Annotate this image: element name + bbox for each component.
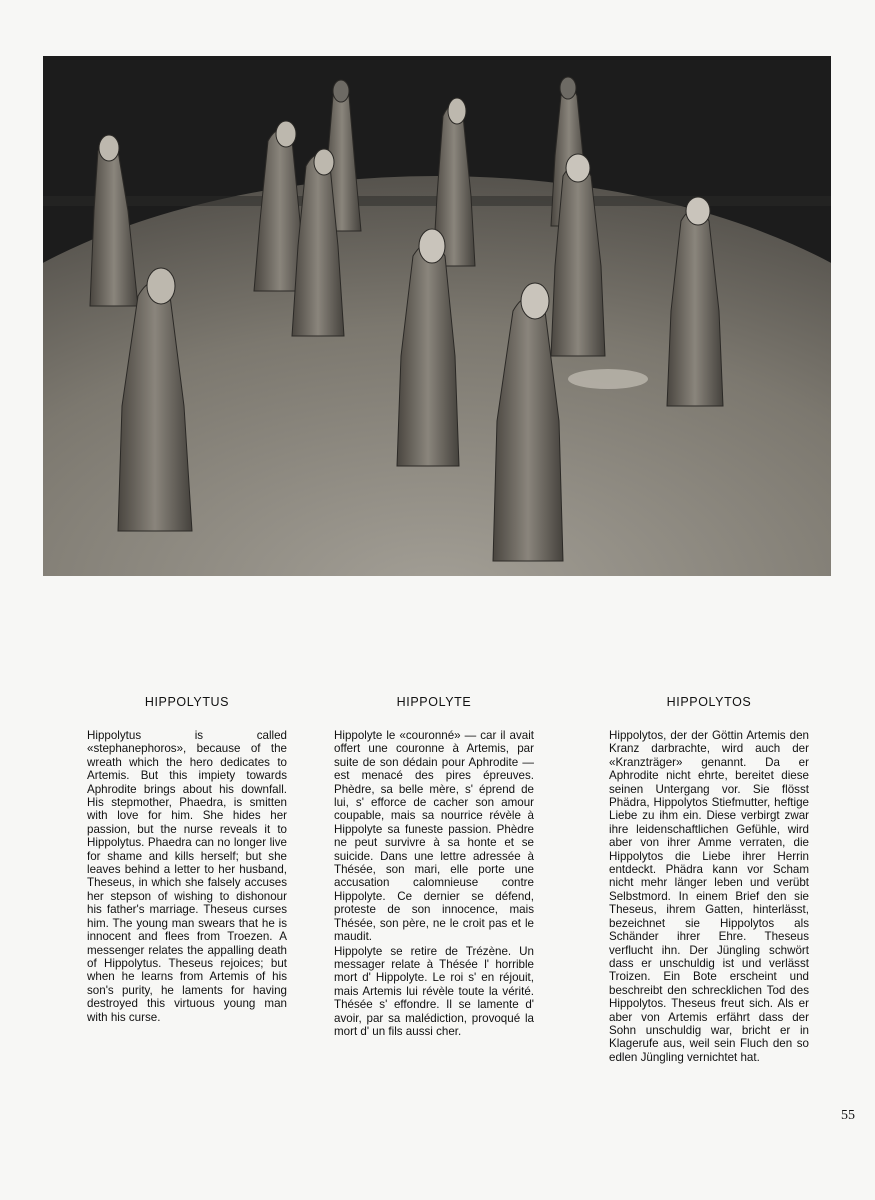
column-french <box>334 695 534 1038</box>
heading-french: HIPPOLYTE <box>396 695 472 709</box>
heading-german: HIPPOLYTOS <box>666 695 752 709</box>
column-english <box>87 695 287 1024</box>
chorus-figures-illustration <box>43 56 831 576</box>
paragraph-german-1: Hippolytos, der der Göttin Artemis den Kranz darbrachte, wird auch der «Kranzträger» genannt. Da er Aphrodite nicht ehrte, bereitet diese seinen Untergang vor. Sie flösst Phädra, Hippolytos Stiefmutter, heftige Liebe zu ihm ein. Diese verbirgt zwar ihre leidenschaftlichen Gefühle, wird aber von ihrer Amme verraten, die Hippolytos die Liebe ihrer Herrin entdeckt. Phädra kann vor Scham nicht mehr länger leben und verübt Selbstmord. In einem Brief den sie Theseus, ihrem Gatten, hinterlässt, bezeichnet sie Hippolytos als Schänder ihrer Ehre. Theseus verflucht ihn. Der Jüngling schwört dass er unschuldig ist und verlässt Troizen. Ein Bote erscheint und beschreibt den schrecklichen Tod des Hippolytos. Theseus freut sich. Als er aber von Artemis erfährt dass der Sohn unschuldig war, bricht er in Klagerufe aus, weil sein Fluch den so edlen Jüngling vernichtet hat. <box>609 729 809 1064</box>
heading-english: HIPPOLYTUS <box>144 695 230 709</box>
paragraph-french-2: Hippolyte se retire de Trézène. Un messager relate à Thésée l' horrible mort d' Hippolyte. Le roi s' en réjouit, mais Artemis lui révèle toute la vérité. Thésée s' effondre. Il se lamente d' avoir, par sa malédiction, provoqué la mort d' un fils aussi cher. <box>334 944 534 1038</box>
column-german <box>609 695 809 1064</box>
paragraph-english-1: Hippolytus is called «stephanephoros», because of the wreath which the hero dedicates to Artemis. But this impiety towards Aphrodite brings about his downfall. His stepmother, Phaedra, is smitten with love for him. She hides her passion, but the nurse reveals it to Hippolytus. Phaedra can no longer live for shame and kills herself; but she leaves behind a letter to her husband, Theseus, in which she falsely accuses her stepson of wishing to dishonour his father's marriage. Theseus curses him. The young man swears that he is innocent and flees from Troezen. A messenger relates the appalling death of Hippolytus. Theseus rejoices; but when he learns from Artemis of his son's purity, he laments for having destroyed this virtuous young man with his curse. <box>87 729 287 1024</box>
stage-photo <box>43 56 831 576</box>
page-number: 55 <box>841 1108 855 1123</box>
paragraph-french-1: Hippolyte le «couronné» — car il avait offert une couronne à Artemis, par suite de son dédain pour Aphrodite — est menacé des pires épreuves. Phèdre, sa belle mère, s' éprend de lui, s' efforce de cacher son amour coupable, mais sa nourrice révèle à Hippolyte sa funeste passion. Phèdre ne peut survivre à sa honte et se suicide. Dans une lettre adressée à Thésée, son mari, elle porte une accusation calomnieuse contre Hippolyte. Ce dernier se défend, proteste de son innocence, mais Thésée, son père, ne le croit pas et le maudit. <box>334 729 534 944</box>
